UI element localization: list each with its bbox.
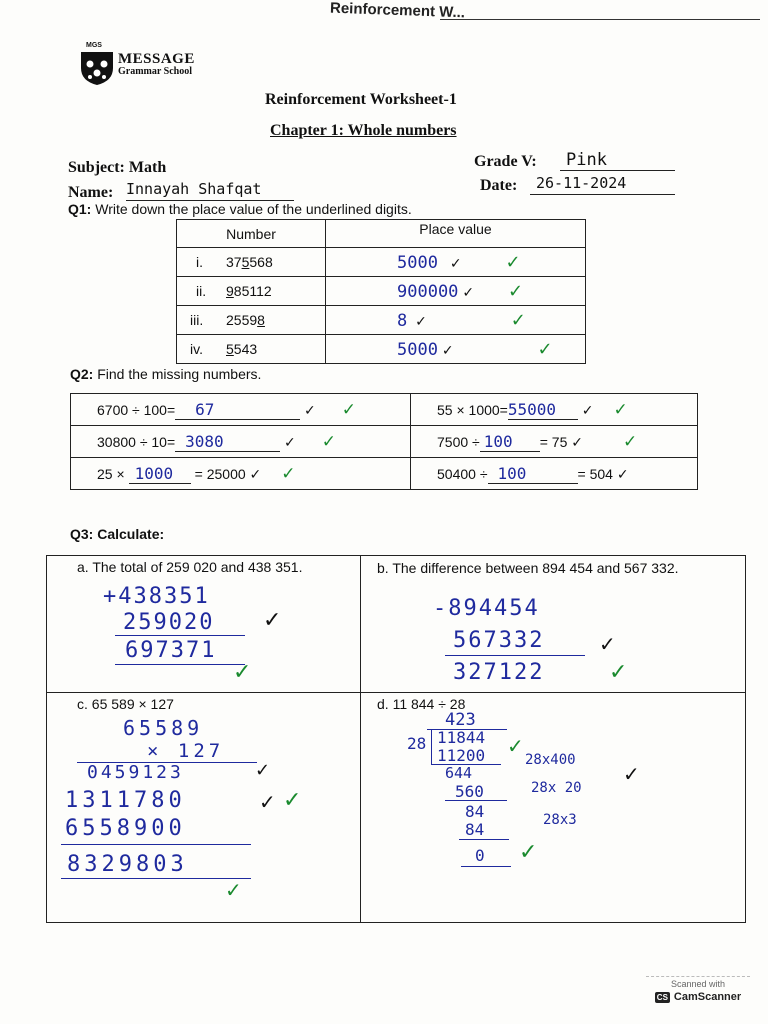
teacher-check-icon: ✓ — [510, 309, 526, 331]
teacher-check-icon: ✓ — [519, 840, 538, 865]
date-label: Date: — [480, 177, 518, 194]
q2-expr-end: = 504 — [577, 465, 613, 482]
q1-row-index: i. — [196, 254, 203, 270]
check-mark-icon: ✓ — [616, 466, 629, 483]
q2-expr: 30800 ÷ 10= — [97, 433, 176, 450]
teacher-check-icon: ✓ — [507, 280, 524, 302]
q3c-result: 8329803 — [67, 852, 188, 877]
check-mark-icon: ✓ — [441, 342, 454, 359]
check-mark-icon: ✓ — [259, 790, 276, 814]
q3b-line2: 567332 — [453, 628, 545, 653]
q1-digits-post: 85112 — [233, 283, 272, 299]
q3c-line4: 1311780 — [65, 788, 186, 813]
q3b-rule — [445, 655, 585, 656]
q3a-rule — [115, 635, 245, 636]
q3a-line1: +438351 — [103, 584, 210, 609]
q1-row-number — [177, 248, 326, 277]
school-crest-icon — [78, 48, 116, 86]
q3c-rule2 — [61, 844, 251, 845]
teacher-check-icon: ✓ — [609, 660, 628, 685]
q1-digits-post: 568 — [249, 254, 273, 270]
q1-row-number — [177, 306, 326, 335]
q3d-bracket — [431, 729, 432, 765]
q3d-note3: 28x3 — [543, 812, 577, 828]
q3d-question: d. 11 844 ÷ 28 — [377, 696, 466, 712]
check-mark-icon: ✓ — [304, 402, 316, 419]
q1-prompt — [68, 201, 412, 217]
q3d-step4: 84 — [465, 802, 485, 821]
q1-row-answer — [326, 335, 586, 364]
teacher-check-icon: ✓ — [225, 878, 242, 902]
q2-cell — [71, 458, 411, 490]
grade-label: Grade V: — [474, 153, 537, 170]
q3d-remainder: 0 — [475, 846, 485, 865]
q2-answer: 67 — [175, 400, 300, 420]
teacher-check-icon: ✓ — [281, 463, 296, 484]
q1-underlined-digit: 8 — [257, 312, 265, 328]
chapter-title: Chapter 1: Whole numbers — [270, 122, 457, 139]
q2-expr: 55 × 1000= — [437, 401, 508, 418]
q3c-line5: 6558900 — [65, 816, 186, 841]
q1-answer: 900000 — [397, 281, 459, 302]
q1-answer: 8 — [397, 310, 408, 331]
q1-underlined-digit: 5 — [241, 254, 250, 270]
q2-expr: 50400 ÷ — [437, 465, 488, 482]
school-name: MESSAGE — [118, 51, 195, 67]
date-value — [530, 174, 675, 195]
q2-cell — [411, 458, 698, 490]
q1-number: Q1: — [68, 201, 92, 217]
check-mark-icon: ✓ — [581, 402, 594, 419]
q2-number: Q2: — [70, 366, 94, 382]
q3-horizontal-divider — [47, 692, 745, 693]
q1-digits-post: 543 — [233, 341, 258, 357]
check-mark-icon: ✓ — [415, 313, 427, 330]
check-mark-icon: ✓ — [263, 608, 282, 633]
q3d-step1: 11200 — [437, 746, 486, 765]
teacher-check-icon: ✓ — [537, 338, 553, 360]
q1-header-placevalue: Place value — [326, 220, 586, 248]
check-mark-icon: ✓ — [284, 434, 296, 451]
q1-row-number — [177, 277, 326, 306]
q3b-question: b. The difference between 894 454 and 567 332. — [377, 560, 679, 576]
q3a-result: 697371 — [125, 638, 217, 663]
top-rule — [440, 19, 760, 20]
q2-table — [70, 393, 698, 490]
q3d-step3: 560 — [455, 782, 484, 801]
q1-row-index: ii. — [196, 283, 207, 299]
q3d-rule4 — [461, 866, 511, 867]
q2-cell — [411, 426, 698, 458]
q3d-step5: 84 — [465, 820, 485, 839]
subject-label: Subject: Math — [68, 159, 167, 176]
q2-expr: 6700 ÷ 100= — [97, 401, 176, 418]
school-subtitle: Grammar School — [118, 66, 192, 77]
teacher-check-icon: ✓ — [505, 251, 521, 273]
q3d-note2: 28x 20 — [531, 780, 582, 796]
q1-row-answer — [326, 277, 586, 306]
check-mark-icon: ✓ — [255, 760, 271, 781]
q2-answer: 3080 — [175, 432, 280, 452]
q2-answer: 100 — [480, 432, 540, 452]
q1-underlined-digit: 5 — [226, 341, 234, 357]
q2-answer: 55000 — [508, 400, 578, 420]
q2-cell — [71, 394, 411, 426]
name-value-text: Innayah Shafqat — [126, 180, 262, 198]
q3c-rule3 — [61, 878, 251, 879]
teacher-check-icon: ✓ — [321, 431, 337, 452]
check-mark-icon: ✓ — [449, 255, 462, 272]
q3b-line1: -894454 — [433, 596, 540, 621]
top-cut-text: Reinforcement W... — [329, 0, 466, 22]
q3d-step2: 644 — [445, 764, 473, 782]
q3c-line1: 65589 — [123, 716, 204, 740]
q3d-rule2 — [445, 800, 507, 801]
scanner-line1: Scanned with — [670, 979, 726, 989]
check-mark-icon: ✓ — [599, 632, 616, 656]
grade-value-text: Pink — [566, 150, 607, 170]
q1-row-index: iv. — [190, 341, 203, 357]
grade-value — [560, 150, 675, 171]
q1-row-number — [177, 335, 326, 364]
q2-expr: 25 × — [97, 465, 125, 482]
name-label: Name: — [68, 184, 114, 201]
q2-text: Find the missing numbers. — [97, 366, 262, 382]
q1-header-number: Number — [177, 220, 326, 248]
q2-prompt — [70, 366, 261, 382]
q1-row-index: iii. — [190, 312, 204, 328]
q1-answer: 5000 — [397, 252, 438, 273]
q1-digits-pre: 2559 — [226, 312, 258, 328]
q3d-note1: 28x400 — [525, 752, 576, 768]
school-badge-text: MGS — [86, 42, 102, 49]
check-mark-icon: ✓ — [623, 762, 640, 786]
q2-cell — [71, 426, 411, 458]
teacher-check-icon: ✓ — [507, 734, 524, 758]
q3-prompt: Q3: Calculate: — [70, 526, 165, 542]
q3a-question: a. The total of 259 020 and 438 351. — [77, 559, 303, 575]
q1-answer: 5000 — [397, 339, 438, 360]
q2-expr-end: = 75 — [539, 433, 568, 450]
q2-answer: 100 — [488, 464, 578, 484]
q1-text: Write down the place value of the underlined digits. — [95, 201, 412, 217]
school-logo — [78, 48, 116, 86]
teacher-check-icon: ✓ — [622, 431, 638, 452]
q3-vertical-divider — [360, 556, 361, 922]
check-mark-icon: ✓ — [462, 284, 475, 301]
q2-cell — [411, 394, 698, 426]
q3b-result: 327122 — [453, 660, 545, 685]
date-value-text: 26-11-2024 — [536, 174, 627, 192]
q1-table — [176, 219, 586, 364]
q3d-divisor: 28 — [407, 734, 427, 753]
q2-expr-end: = 25000 — [194, 465, 246, 482]
teacher-check-icon: ✓ — [613, 399, 628, 420]
q1-underlined-digit: 9 — [226, 283, 234, 299]
q3d-rule3 — [459, 839, 509, 840]
scanner-line2: CamScanner — [673, 991, 742, 1003]
q1-row-answer — [326, 248, 586, 277]
q1-digits-pre: 37 — [226, 254, 242, 270]
worksheet-title: Reinforcement Worksheet-1 — [265, 91, 457, 108]
q2-expr: 7500 ÷ — [437, 433, 480, 450]
camscanner-logo-icon: CS — [656, 992, 668, 1002]
q2-answer: 1000 — [129, 464, 191, 484]
teacher-check-icon: ✓ — [233, 660, 252, 685]
name-value — [126, 180, 294, 201]
teacher-check-icon: ✓ — [341, 399, 357, 420]
check-mark-icon: ✓ — [571, 434, 583, 451]
q3a-line2: 259020 — [123, 610, 215, 635]
q3a-rule-bottom — [115, 664, 245, 665]
q3d-quotient: 423 — [445, 710, 476, 730]
scanner-watermark — [646, 976, 750, 1003]
q3c-line2: × 127 — [147, 740, 225, 762]
q1-row-answer — [326, 306, 586, 335]
q3c-line3: 0459123 — [87, 762, 184, 783]
teacher-check-icon: ✓ — [283, 788, 302, 813]
q3c-question: c. 65 589 × 127 — [77, 696, 174, 712]
q3d-dividend: 11844 — [437, 728, 486, 747]
q3-grid — [46, 555, 746, 923]
check-mark-icon: ✓ — [249, 466, 262, 483]
